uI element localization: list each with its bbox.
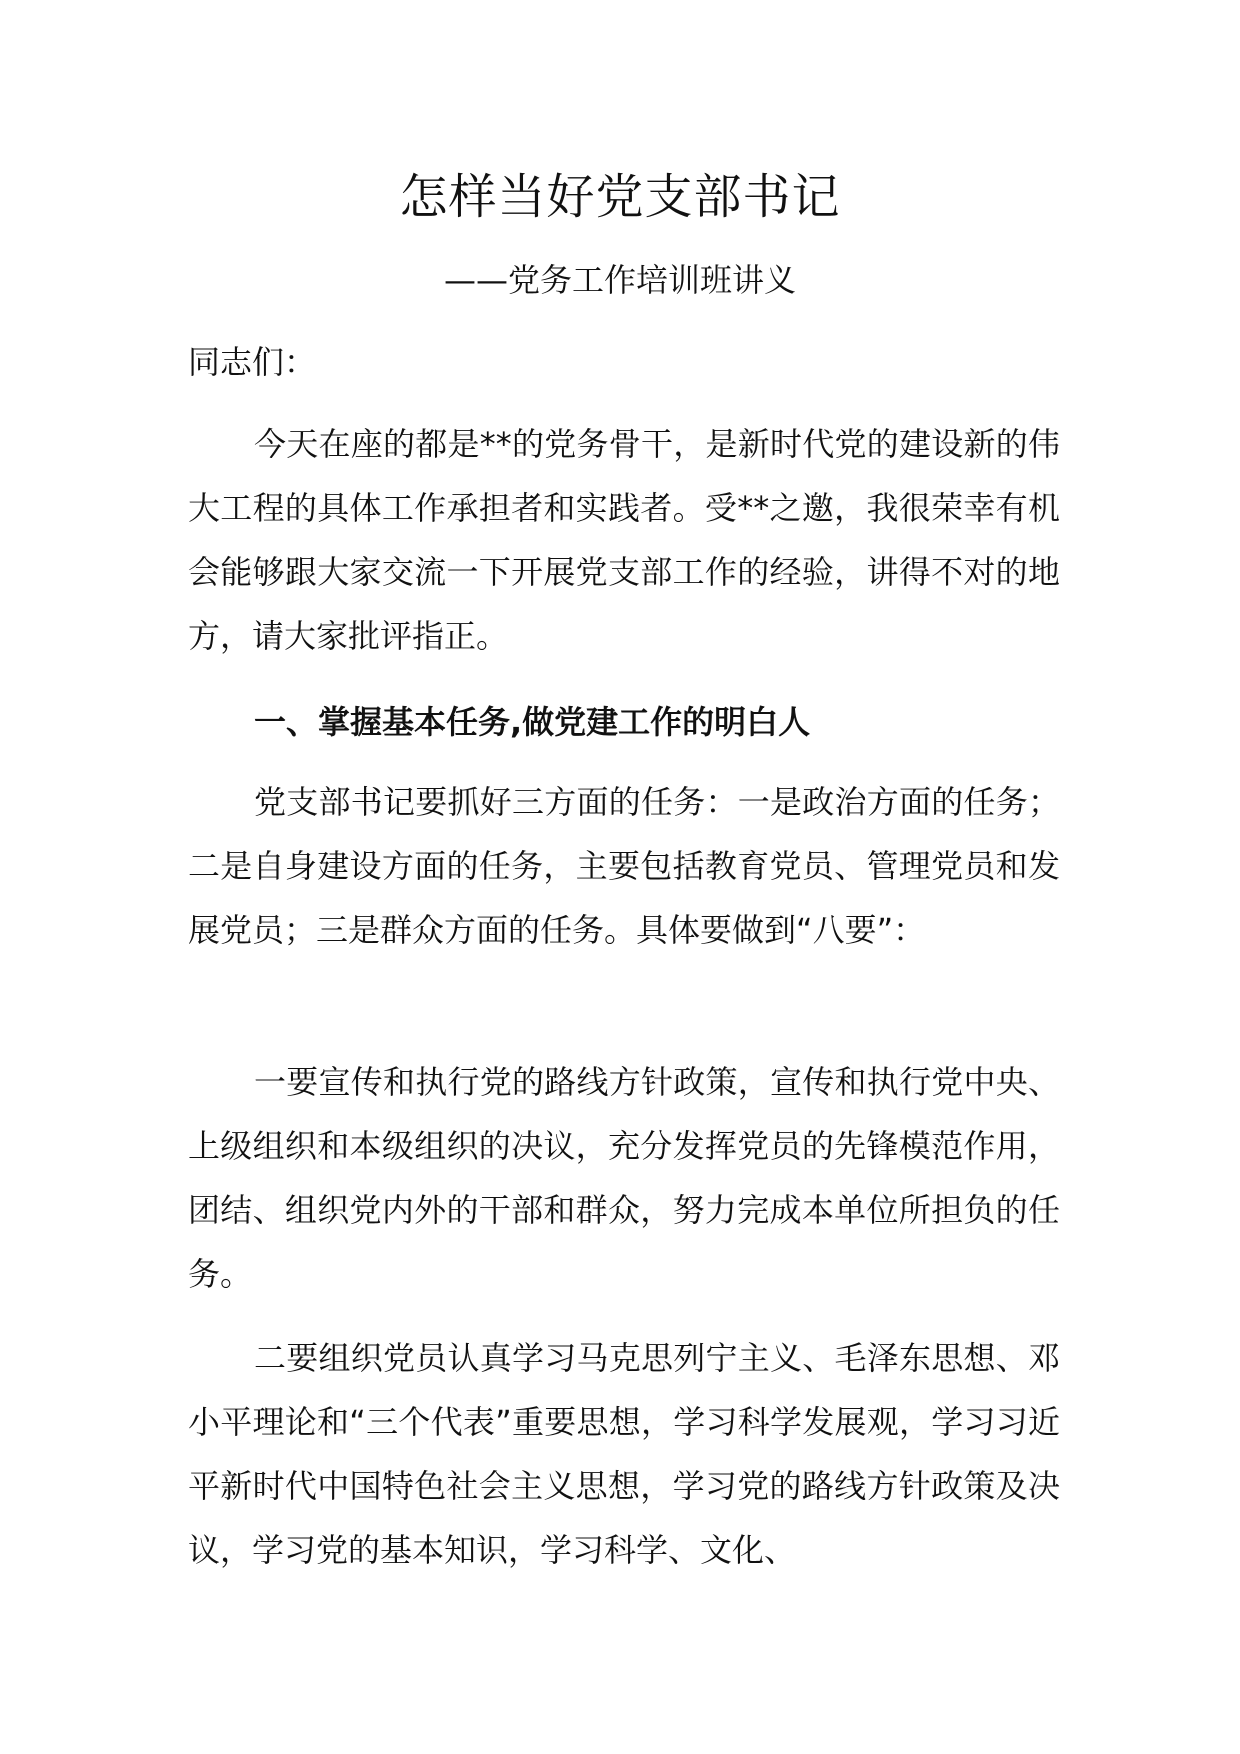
section-heading-1: 一、掌握基本任务,做党建工作的明白人 [254,703,811,741]
paragraph-intro: 今天在座的都是**的党务骨干，是新时代党的建设新的伟大工程的具体工作承担者和实践者。受**之邀，我很荣幸有机会能够跟大家交流一下开展党支部工作的经验，讲得不对的地方，请大家批评指正。 [188,425,1060,655]
paragraph-tasks: 党支部书记要抓好三方面的任务：一是政治方面的任务；二是自身建设方面的任务，主要包括教育党员、管理党员和发展党员；三是群众方面的任务。具体要做到“八要”： [188,783,1060,949]
document-title: 怎样当好党支部书记 [399,169,841,225]
salutation: 同志们： [188,343,317,381]
document-subtitle: ——党务工作培训班讲义 [443,261,796,299]
paragraph-first-requirement: 一要宣传和执行党的路线方针政策，宣传和执行党中央、上级组织和本级组织的决议，充分发挥党员的先锋模范作用，团结、组织党内外的干部和群众，努力完成本单位所担负的任务。 [188,1063,1060,1293]
paragraph-second-requirement: 二要组织党员认真学习马克思列宁主义、毛泽东思想、邓小平理论和“三个代表”重要思想，学习科学发展观，学习习近平新时代中国特色社会主义思想，学习党的路线方针政策及决议，学习党的基本知识，学习科学、文化、 [188,1339,1060,1569]
